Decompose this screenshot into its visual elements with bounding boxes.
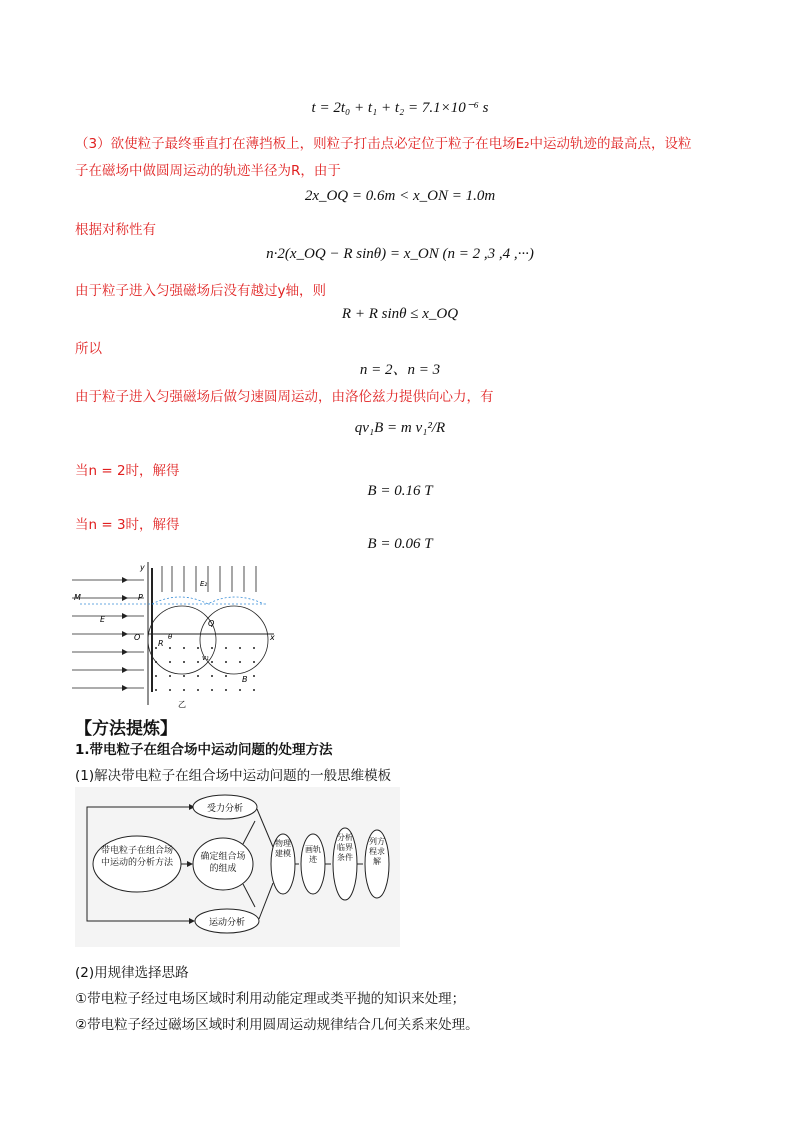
when-n3: 当n = 3时，解得: [75, 517, 180, 533]
rule2-text: ②带电粒子经过磁场区域时利用圆周运动规律结合几何关系来处理。: [75, 1017, 479, 1033]
label-M: M: [74, 593, 81, 602]
label-v1: v₁: [202, 654, 209, 662]
part3-line1: （3）欲使粒子最终垂直打在薄挡板上，则粒子打击点必定位于粒子在电场E₂中运动轨迹的最高点，设粒: [75, 136, 692, 152]
method-title: 1.带电粒子在组合场中运动问题的处理方法: [75, 742, 333, 758]
label-B: B: [242, 675, 248, 684]
part3-line2: 子在磁场中做圆周运动的轨迹半径为R，由于: [75, 163, 341, 179]
so-label: 所以: [75, 341, 102, 357]
equation-n-values: n = 2、n = 3: [359, 362, 441, 378]
e2-field-arrows: [162, 566, 256, 592]
flow-force-label: 受力分析: [206, 804, 244, 814]
lorentz-intro: 由于粒子进入匀强磁场后做匀速圆周运动，由洛伦兹力提供向心力，有: [75, 389, 494, 405]
flow-determine-label: 确定组合场的组成: [200, 852, 246, 874]
equation-condition: R + R sinθ ≤ x_OQ: [341, 306, 459, 322]
label-Q: Q: [208, 619, 215, 628]
equation-time-total: t = 2t₀ + t₁ + t₂ = 7.1×10⁻⁶ s: [311, 100, 489, 116]
flowchart: [75, 787, 400, 947]
flow-motion-label: 运动分析: [208, 918, 246, 928]
physics-figure: [72, 560, 282, 710]
step1-text: (1)解决带电粒子在组合场中运动问题的一般思维模板: [75, 768, 392, 784]
equation-b2: B = 0.06 T: [367, 536, 433, 552]
flow-model-label: 物理建模: [275, 839, 291, 858]
label-P: P: [138, 593, 143, 602]
label-theta: θ: [168, 633, 173, 641]
label-R: R: [158, 639, 164, 648]
equation-b1: B = 0.16 T: [367, 483, 433, 499]
figure-caption: 乙: [178, 700, 186, 709]
arc-path: [152, 597, 264, 604]
flow-start-label: 带电粒子在组合场中运动的分析方法: [101, 846, 173, 868]
section-title: 【方法提炼】: [75, 719, 177, 739]
rule1-text: ①带电粒子经过电场区域时利用动能定理或类平抛的知识来处理；: [75, 991, 466, 1007]
label-x: x: [270, 633, 275, 642]
label-y: y: [140, 563, 145, 572]
flow-critical-label: 分析临界条件: [337, 833, 353, 862]
equation-symmetry: n·2(x_OQ − R sinθ) = x_ON (n = 2 ,3 ,4 ,···): [266, 246, 534, 262]
trajectory-circle-2: [200, 606, 268, 674]
label-E: E: [100, 615, 106, 624]
label-E2: E₂: [200, 580, 208, 588]
equation-lorentz: qv₁B = m v₁²/R: [354, 420, 446, 436]
equation-inequality: 2x_OQ = 0.6m < x_ON = 1.0m: [304, 188, 496, 204]
flow-trajectory-label: 画轨迹: [305, 845, 321, 864]
flow-equations-label: 列方程求解: [369, 837, 385, 866]
label-O: O: [134, 633, 141, 642]
when-n2: 当n = 2时，解得: [75, 463, 180, 479]
symmetry-intro: 根据对称性有: [75, 222, 156, 238]
yaxis-note: 由于粒子进入匀强磁场后没有越过y轴，则: [75, 283, 326, 299]
step2-text: (2)用规律选择思路: [75, 965, 189, 981]
